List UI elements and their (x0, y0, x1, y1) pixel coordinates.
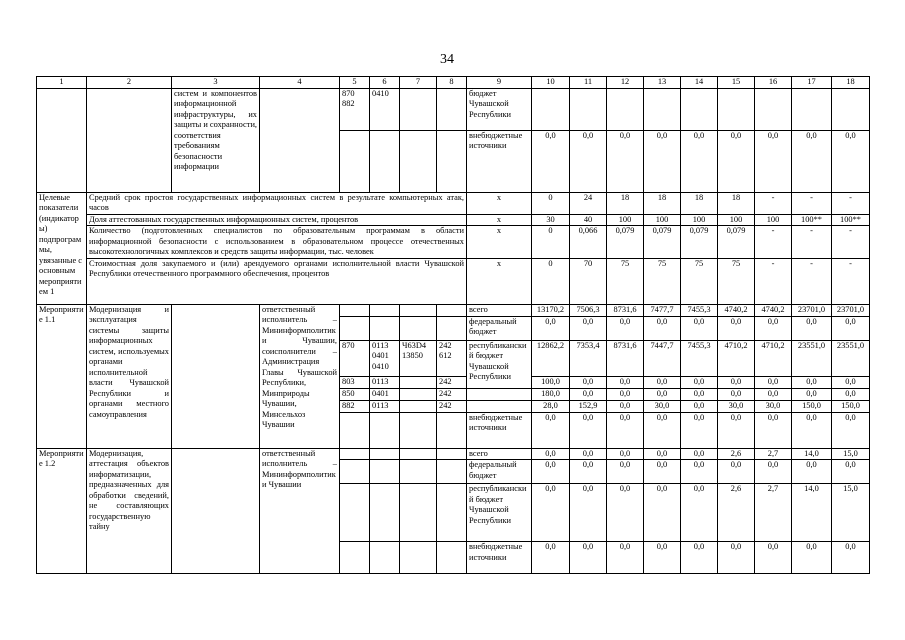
value-cell: 0,079 (644, 226, 681, 259)
code-cell (370, 316, 400, 340)
cont-rz: 0410 (370, 88, 400, 130)
code-cell (340, 412, 370, 448)
value-cell: 0,0 (792, 316, 832, 340)
column-header: 8 (437, 77, 467, 89)
value-cell: 0 (532, 226, 570, 259)
source-cell: федеральный бюджет (467, 460, 532, 484)
source-cell: внебюджетные источники (467, 412, 532, 448)
value-cell: 0,0 (832, 130, 870, 192)
value-cell: 100 (755, 214, 792, 226)
value-cell: 0 (532, 192, 570, 214)
code-grbs: 882 (340, 400, 370, 412)
value-cell: 0,0 (681, 460, 718, 484)
source-cell: всего (467, 304, 532, 316)
column-header: 14 (681, 77, 718, 89)
value-cell: 0,0 (532, 130, 570, 192)
code-cell (340, 542, 370, 574)
code-cell (400, 130, 437, 192)
value-cell: 23551,0 (832, 340, 870, 376)
column-header: 1 (37, 77, 87, 89)
value-cell (792, 88, 832, 130)
source-cell: федеральный бюджет (467, 316, 532, 340)
value-cell: 0,0 (570, 376, 607, 388)
value-cell: 0,0 (607, 448, 644, 460)
target-name: Стоимостная доля закупаемого и (или) арендуемого органами исполнительной власти Чувашской Республики отечественного программного обеспечения, процентов (87, 258, 467, 304)
code-cell (340, 316, 370, 340)
value-cell: 0,0 (832, 460, 870, 484)
value-cell: 0,0 (644, 388, 681, 400)
cont-vr (437, 88, 467, 130)
value-cell: 75 (607, 258, 644, 304)
code-rz: 0113 (370, 376, 400, 388)
value-cell: 0,0 (832, 376, 870, 388)
value-cell: 70 (570, 258, 607, 304)
value-cell: 0,0 (570, 388, 607, 400)
value-cell: 13170,2 (532, 304, 570, 316)
value-cell: 0,0 (644, 460, 681, 484)
code-cell (340, 460, 370, 484)
code-cell (400, 316, 437, 340)
code-cell (437, 460, 467, 484)
code-cell (400, 304, 437, 316)
cont-col1 (37, 88, 87, 192)
column-header: 12 (607, 77, 644, 89)
code-cell (340, 304, 370, 316)
value-cell (832, 88, 870, 130)
value-cell: 0,0 (607, 388, 644, 400)
target-row (37, 192, 870, 214)
value-cell: 0,0 (532, 460, 570, 484)
value-cell: 0,0 (607, 376, 644, 388)
value-cell: 0,0 (681, 130, 718, 192)
value-cell: 28,0 (532, 400, 570, 412)
value-cell: 2,6 (718, 484, 755, 542)
value-cell: 0,0 (681, 376, 718, 388)
value-cell: 4710,2 (755, 340, 792, 376)
code-cs: Ч63D4 13850 (400, 340, 437, 376)
value-cell: - (792, 258, 832, 304)
column-header: 7 (400, 77, 437, 89)
value-cell (532, 88, 570, 130)
value-cell: 0,0 (570, 448, 607, 460)
budget-table (36, 76, 870, 574)
measure-col3 (172, 304, 260, 448)
value-cell: 0 (532, 258, 570, 304)
value-cell: 30,0 (644, 400, 681, 412)
value-cell: 15,0 (832, 484, 870, 542)
value-cell: 7447,7 (644, 340, 681, 376)
value-cell: 0,0 (792, 376, 832, 388)
cont-source: бюджет Чувашской Республики (467, 88, 532, 130)
value-cell: 0,079 (607, 226, 644, 259)
value-cell: 0,0 (832, 542, 870, 574)
measure-row (37, 448, 870, 460)
value-cell: 18 (718, 192, 755, 214)
value-cell: 0,0 (681, 484, 718, 542)
target-x: x (467, 258, 532, 304)
value-cell: 23701,0 (792, 304, 832, 316)
column-header: 18 (832, 77, 870, 89)
target-x: x (467, 214, 532, 226)
column-header: 11 (570, 77, 607, 89)
value-cell: 23701,0 (832, 304, 870, 316)
value-cell: 100** (792, 214, 832, 226)
value-cell: 30,0 (718, 400, 755, 412)
value-cell: - (755, 258, 792, 304)
code-cs (400, 376, 437, 388)
value-cell: 18 (681, 192, 718, 214)
value-cell: 0,0 (792, 542, 832, 574)
value-cell: 12862,2 (532, 340, 570, 376)
value-cell: 75 (681, 258, 718, 304)
code-vr: 242 612 (437, 340, 467, 376)
cont-col2 (87, 88, 172, 192)
value-cell: 0,0 (644, 130, 681, 192)
value-cell (644, 88, 681, 130)
value-cell: 100 (607, 214, 644, 226)
code-grbs: 803 (340, 376, 370, 388)
value-cell: 0,0 (644, 376, 681, 388)
value-cell: 0,0 (644, 484, 681, 542)
value-cell: 0,0 (532, 412, 570, 448)
value-cell: 0,0 (832, 316, 870, 340)
code-rz: 0401 (370, 388, 400, 400)
value-cell (755, 88, 792, 130)
value-cell: 4740,2 (718, 304, 755, 316)
value-cell: - (755, 192, 792, 214)
value-cell: 0,0 (681, 400, 718, 412)
target-name: Доля аттестованных государственных информационных систем, процентов (87, 214, 467, 226)
code-cell (370, 130, 400, 192)
code-cell (400, 448, 437, 460)
cont-description: систем и компонентов информационной инфраструктуры, их защиты и сохранности, соответствия требованиям безопасности информации (172, 88, 260, 192)
code-cell (370, 484, 400, 542)
code-cell (370, 412, 400, 448)
column-header: 6 (370, 77, 400, 89)
value-cell: 0,0 (570, 412, 607, 448)
value-cell: 24 (570, 192, 607, 214)
code-cs (400, 388, 437, 400)
value-cell (718, 88, 755, 130)
value-cell: 4710,2 (718, 340, 755, 376)
code-cell (400, 412, 437, 448)
value-cell: 0,0 (792, 388, 832, 400)
column-header: 17 (792, 77, 832, 89)
value-cell: 30 (532, 214, 570, 226)
value-cell: 0,0 (607, 400, 644, 412)
value-cell: 0,0 (570, 484, 607, 542)
value-cell: 23551,0 (792, 340, 832, 376)
value-cell: 0,0 (607, 484, 644, 542)
value-cell: 0,0 (644, 316, 681, 340)
value-cell: 0,0 (532, 448, 570, 460)
value-cell: - (832, 226, 870, 259)
measure-responsible: ответственный исполнитель – Мининформполитики Чувашии, соисполнители – Администрация Главы Чувашской Республики, Минприроды Чувашии, Минсельхоз Чувашии (260, 304, 340, 448)
cont-col4 (260, 88, 340, 192)
cont-cs (400, 88, 437, 130)
value-cell: 0,0 (570, 130, 607, 192)
column-header: 16 (755, 77, 792, 89)
value-cell: 150,0 (832, 400, 870, 412)
value-cell: 2,6 (718, 448, 755, 460)
value-cell: 0,0 (755, 376, 792, 388)
table-row (37, 88, 870, 130)
value-cell: 30,0 (755, 400, 792, 412)
measure-label: Мероприятие 1.2 (37, 448, 87, 574)
code-cell (340, 130, 370, 192)
value-cell: 0,079 (718, 226, 755, 259)
value-cell: 0,0 (681, 316, 718, 340)
value-cell: 15,0 (832, 448, 870, 460)
code-grbs: 870 (340, 340, 370, 376)
code-cell (370, 304, 400, 316)
code-cell (400, 460, 437, 484)
source-cell: всего (467, 448, 532, 460)
value-cell: 0,0 (755, 542, 792, 574)
value-cell: 100 (644, 214, 681, 226)
value-cell: - (792, 226, 832, 259)
measure-description: Модернизация и эксплуатация системы защиты информационных систем, используемых органами исполнительной власти Чувашской Республики и органами местного самоуправления (87, 304, 172, 448)
value-cell: 0,0 (755, 130, 792, 192)
value-cell: 152,9 (570, 400, 607, 412)
value-cell: 0,0 (792, 130, 832, 192)
value-cell: 2,7 (755, 448, 792, 460)
source-cell: республиканский бюджет Чувашской Республики (467, 340, 532, 388)
value-cell: 0,0 (681, 448, 718, 460)
value-cell: 0,0 (718, 388, 755, 400)
value-cell: 0,0 (607, 316, 644, 340)
target-row (37, 226, 870, 259)
value-cell: 2,7 (755, 484, 792, 542)
value-cell: 0,0 (755, 412, 792, 448)
value-cell: 0,0 (718, 316, 755, 340)
value-cell: 0,0 (718, 460, 755, 484)
value-cell: 0,0 (681, 542, 718, 574)
value-cell: 0,0 (532, 542, 570, 574)
value-cell: 150,0 (792, 400, 832, 412)
value-cell: 14,0 (792, 448, 832, 460)
code-vr: 242 (437, 388, 467, 400)
code-cell (370, 542, 400, 574)
value-cell: 7455,3 (681, 340, 718, 376)
value-cell: 100 (681, 214, 718, 226)
code-cell (370, 448, 400, 460)
measure-label: Мероприятие 1.1 (37, 304, 87, 448)
value-cell: 0,0 (755, 388, 792, 400)
value-cell: 0,0 (532, 316, 570, 340)
value-cell: 0,0 (792, 412, 832, 448)
value-cell: 18 (644, 192, 681, 214)
source-cell: внебюджетные источники (467, 542, 532, 574)
value-cell: 40 (570, 214, 607, 226)
value-cell (681, 88, 718, 130)
value-cell: 7477,7 (644, 304, 681, 316)
value-cell: 0,066 (570, 226, 607, 259)
value-cell: - (832, 192, 870, 214)
value-cell: 7455,3 (681, 304, 718, 316)
value-cell: 0,0 (718, 376, 755, 388)
value-cell (607, 88, 644, 130)
value-cell: 0,0 (570, 316, 607, 340)
column-header: 3 (172, 77, 260, 89)
measure-description: Модернизация, аттестация объектов информатизации, предназначенных для обработки сведений, не составляющих государственную тайну (87, 448, 172, 574)
code-rz: 0113 (370, 400, 400, 412)
value-cell: 0,0 (832, 412, 870, 448)
source-cell (467, 388, 532, 400)
value-cell: 0,0 (681, 388, 718, 400)
source-cell (467, 400, 532, 412)
column-header: 9 (467, 77, 532, 89)
value-cell: 0,079 (681, 226, 718, 259)
value-cell: - (755, 226, 792, 259)
value-cell: 180,0 (532, 388, 570, 400)
value-cell: 0,0 (832, 388, 870, 400)
value-cell: 0,0 (755, 460, 792, 484)
target-x: x (467, 192, 532, 214)
value-cell: 0,0 (718, 130, 755, 192)
code-cell (437, 130, 467, 192)
code-vr: 242 (437, 376, 467, 388)
code-cell (400, 542, 437, 574)
value-cell: 0,0 (607, 412, 644, 448)
code-cell (437, 304, 467, 316)
value-cell: 0,0 (607, 130, 644, 192)
code-cell (400, 484, 437, 542)
value-cell: 0,0 (644, 542, 681, 574)
code-cell (437, 448, 467, 460)
source-cell: республиканский бюджет Чувашской Республики (467, 484, 532, 542)
code-cell (437, 484, 467, 542)
code-grbs: 850 (340, 388, 370, 400)
value-cell: 100 (718, 214, 755, 226)
value-cell: 0,0 (570, 542, 607, 574)
value-cell: 0,0 (681, 412, 718, 448)
value-cell: 100,0 (532, 376, 570, 388)
code-cell (370, 460, 400, 484)
value-cell: 75 (718, 258, 755, 304)
value-cell: 0,0 (607, 460, 644, 484)
targets-label: Целевые показатели (индикаторы) подпрограммы, увязанные с основным мероприятием 1 (37, 192, 87, 304)
column-header: 10 (532, 77, 570, 89)
value-cell: 0,0 (570, 460, 607, 484)
column-header: 2 (87, 77, 172, 89)
code-cs (400, 400, 437, 412)
value-cell: 0,0 (792, 460, 832, 484)
value-cell: 7353,4 (570, 340, 607, 376)
header-row (37, 77, 870, 89)
code-cell (437, 316, 467, 340)
code-cell (340, 448, 370, 460)
column-header: 5 (340, 77, 370, 89)
target-x: x (467, 226, 532, 259)
value-cell: 14,0 (792, 484, 832, 542)
target-row (37, 258, 870, 304)
column-header: 4 (260, 77, 340, 89)
column-header: 13 (644, 77, 681, 89)
target-row (37, 214, 870, 226)
measure-responsible: ответственный исполнитель – Мининформполитики Чувашии (260, 448, 340, 574)
target-name: Количество (подготовленных специалистов по образовательным программам в области информационной безопасности с использованием в образовательном процессе отечественных высокотехнологичных комплексов и средств защиты информации, тыс. человек (87, 226, 467, 259)
value-cell: 7506,3 (570, 304, 607, 316)
value-cell: 18 (607, 192, 644, 214)
value-cell: - (832, 258, 870, 304)
target-name: Средний срок простоя государственных информационных систем в результате компьютерных атак, часов (87, 192, 467, 214)
value-cell: - (792, 192, 832, 214)
measure-col3 (172, 448, 260, 574)
value-cell: 100** (832, 214, 870, 226)
value-cell: 0,0 (718, 412, 755, 448)
value-cell: 0,0 (718, 542, 755, 574)
code-cell (340, 484, 370, 542)
code-vr: 242 (437, 400, 467, 412)
value-cell: 8731,6 (607, 340, 644, 376)
code-cell (437, 542, 467, 574)
code-cell (437, 412, 467, 448)
code-rz: 0113 0401 0410 (370, 340, 400, 376)
value-cell: 75 (644, 258, 681, 304)
measure-row (37, 304, 870, 316)
column-header: 15 (718, 77, 755, 89)
value-cell: 0,0 (607, 542, 644, 574)
value-cell: 0,0 (755, 316, 792, 340)
value-cell: 8731,6 (607, 304, 644, 316)
page-number: 34 (440, 52, 454, 67)
value-cell: 4740,2 (755, 304, 792, 316)
value-cell: 0,0 (644, 448, 681, 460)
value-cell (570, 88, 607, 130)
value-cell: 0,0 (644, 412, 681, 448)
cont-source: внебюджетные источники (467, 130, 532, 192)
cont-grbs: 870 882 (340, 88, 370, 130)
value-cell: 0,0 (532, 484, 570, 542)
